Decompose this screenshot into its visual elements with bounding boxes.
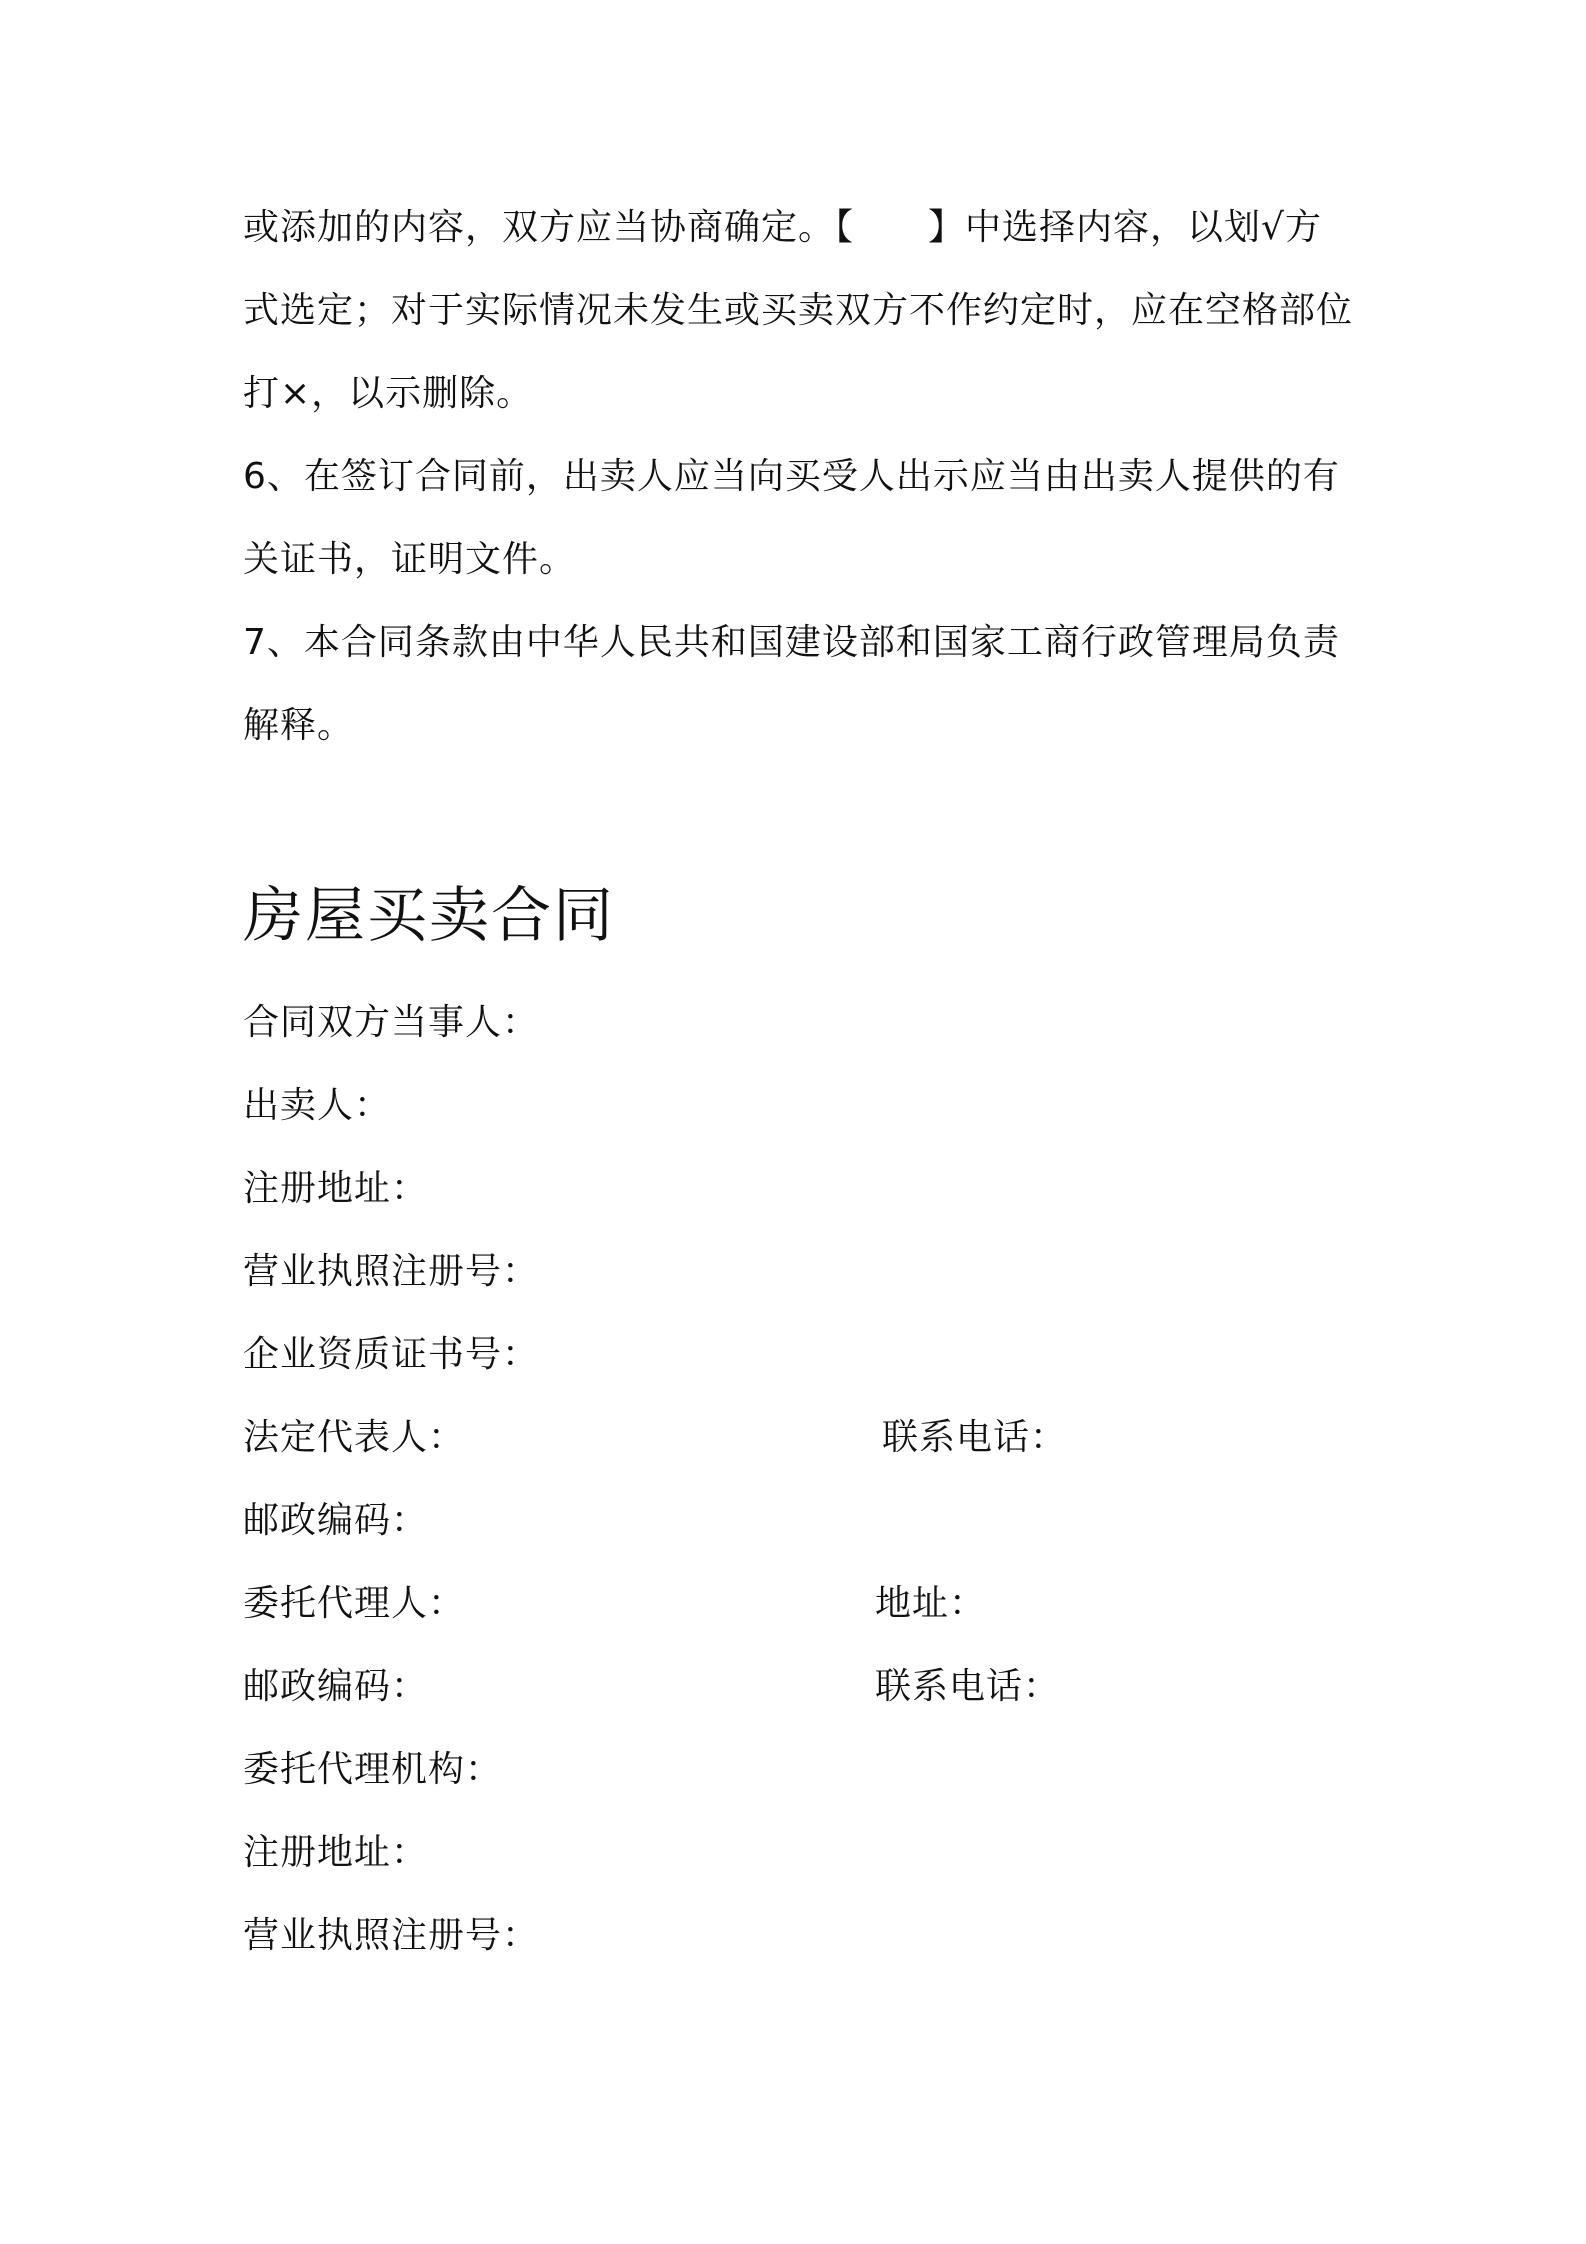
qualification-no-label: 企业资质证书号： [243, 1334, 540, 1375]
license-no-label-2: 营业执照注册号： [243, 1915, 540, 1956]
phone-label-2: 联系电话： [875, 1666, 1061, 1707]
agency-label: 委托代理机构： [243, 1749, 503, 1790]
intro-line-6: 7、本合同条款由中华人民共和国建设部和国家工商行政管理局负责 [243, 622, 1340, 663]
address-label: 地址： [875, 1583, 987, 1624]
intro-line-3: 打×，以示删除。 [243, 373, 534, 414]
intro-line-5: 关证书，证明文件。 [243, 539, 577, 580]
legal-rep-label: 法定代表人： [243, 1417, 466, 1458]
agent-label: 委托代理人： [243, 1583, 466, 1624]
intro-line-4: 6、在签订合同前，出卖人应当向买受人出示应当由出卖人提供的有 [243, 456, 1340, 497]
postcode-label-2: 邮政编码： [243, 1666, 429, 1707]
seller-label: 出卖人： [243, 1085, 392, 1126]
contract-title: 房屋买卖合同 [243, 881, 615, 951]
parties-label: 合同双方当事人： [243, 1002, 540, 1043]
intro-line-1: 或添加的内容，双方应当协商确定。【 】中选择内容，以划√方 [243, 207, 1322, 248]
intro-line-2: 式选定；对于实际情况未发生或买卖双方不作约定时，应在空格部位 [243, 290, 1354, 331]
reg-address-label: 注册地址： [243, 1168, 429, 1209]
phone-label: 联系电话： [882, 1417, 1068, 1458]
postcode-label: 邮政编码： [243, 1500, 429, 1541]
license-no-label: 营业执照注册号： [243, 1251, 540, 1292]
reg-address-label-2: 注册地址： [243, 1832, 429, 1873]
intro-line-7: 解释。 [243, 705, 355, 746]
